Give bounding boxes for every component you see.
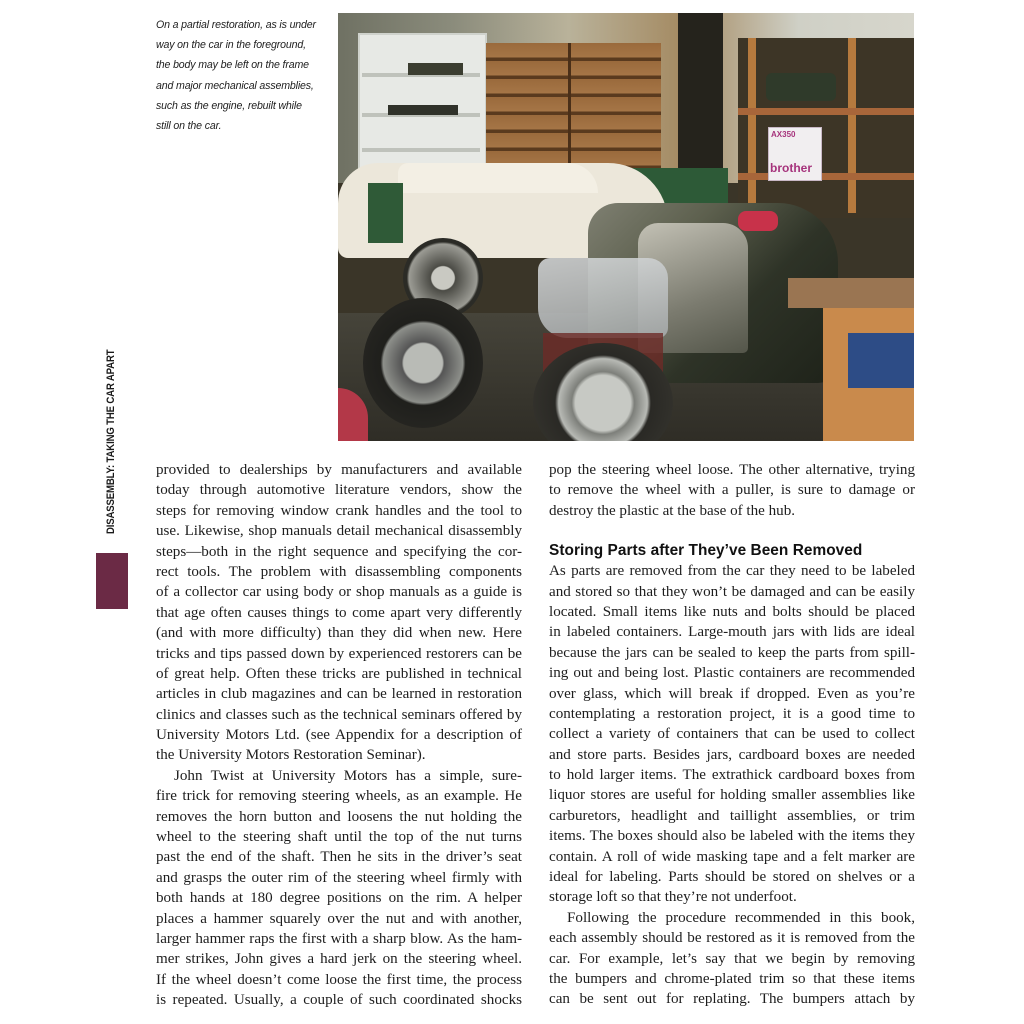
body-text-left-column — [156, 460, 522, 1011]
text-line: ing out and being lost. Plastic containers are recommended — [549, 665, 915, 682]
text-line: rect tools. The problem with disassembling components — [156, 563, 522, 580]
text-line: each assembly should be restored as it is removed from the — [549, 930, 915, 947]
text-line: can be sent out for replating. The bumpers attach by — [549, 991, 915, 1008]
text-line: car. For example, let’s say that we begin by removing — [549, 950, 915, 967]
text-line: provided to dealerships by manufacturers and available — [156, 462, 522, 478]
photo-caption — [156, 15, 336, 136]
brother-box-label: brother — [770, 161, 812, 175]
text-line: removes the horn button and loosens the nut holding the — [156, 808, 522, 825]
text-line: ideal for labeling. Parts should be stored on shelves or a — [549, 869, 915, 886]
text-line: the University Motors Restoration Seminar). — [156, 747, 426, 764]
text-line: steps—both in the right sequence and specifying the cor- — [156, 543, 522, 560]
section-label-text: DISASSEMBLY: TAKING THE CAR APART — [105, 349, 117, 534]
text-line: places a hammer squarely over the nut and with another, — [156, 910, 522, 927]
right-column-body — [549, 561, 915, 1010]
text-line: past the end of the shaft. Then he sits in the driver’s seat — [156, 849, 522, 866]
text-line: to hold larger items. The extrathick cardboard boxes from — [549, 767, 915, 784]
body-text-right-column — [549, 460, 915, 1010]
text-line: to remove the wheel with a puller, is sure to damage or — [549, 482, 915, 499]
text-line: the bumpers and chrome-plated trim so that these items — [549, 970, 915, 987]
text-line: because the jars can be sealed to keep the parts from spill- — [549, 644, 915, 661]
text-line: contemplating a restoration project, it is a good time to — [549, 705, 915, 722]
text-line: use. Likewise, shop manuals detail mechanical disassembly — [156, 523, 522, 540]
text-line: today through automotive literature vendors, show the — [156, 482, 522, 499]
text-line: items. The boxes should also be labeled with the items they — [549, 828, 915, 845]
text-line: clinics and classes such as the technical seminars offered by — [156, 706, 522, 723]
text-line: liquor stores are useful for holding smaller assemblies like — [549, 787, 915, 804]
text-line: storage loft so that they’re not underfoot. — [549, 889, 797, 906]
text-line: destroy the plastic at the base of the hub. — [549, 502, 796, 519]
text-line: and grasps the outer rim of the steering wheel firmly with — [156, 869, 522, 886]
right-column-intro — [549, 460, 915, 521]
text-line: steps for removing window crank handles and the tool to — [156, 502, 522, 519]
text-line: over glass, which will break if dropped. Even as you’re — [549, 685, 915, 702]
caption-line: On a partial restoration, as is under — [156, 19, 316, 31]
text-line: (and with more difficulty) than they did when new. Here — [156, 625, 522, 642]
text-line: tricks and tips passed down by experienced restorers can be — [156, 645, 522, 662]
section-heading: Storing Parts after They’ve Been Removed — [549, 542, 863, 560]
text-line: is repeated. Usually, a couple of such coordinated shocks — [156, 992, 522, 1009]
text-line: that age often causes things to come apart very differently — [156, 604, 522, 621]
caption-line: and major mechanical assemblies, — [156, 79, 314, 92]
section-tab-marker — [96, 553, 128, 609]
text-line: John Twist at University Motors has a simple, sure- — [174, 767, 522, 784]
brother-box-model: AX350 — [771, 130, 796, 139]
text-line: of a collector car using body or shop manuals as a guide is — [156, 584, 522, 601]
text-line: mer strikes, John gives a hard jerk on the steering wheel. — [156, 951, 522, 968]
text-line: in labeled containers. Large-mouth jars with lids are ideal — [549, 624, 915, 641]
text-line: located. Small items like nuts and bolts should be placed — [549, 603, 915, 620]
text-line: fire trick for removing steering wheels, as an example. He — [156, 788, 522, 805]
text-line: larger hammer raps the first with a sharp blow. As the ham- — [156, 930, 522, 947]
text-line: both hands at 180 degree positions on the rim. A helper — [156, 890, 522, 907]
text-line: pop the steering wheel loose. The other alternative, trying — [549, 462, 915, 478]
text-line: Following the procedure recommended in this book, — [567, 909, 915, 926]
text-line: carburetors, headlight and taillight assemblies, or trim — [549, 807, 915, 824]
text-line: If the wheel doesn’t come loose the first time, the process — [156, 971, 522, 988]
text-line: of great help. Often these tricks are published in technical — [156, 665, 522, 682]
text-line: articles in club magazines and can be learned in restoration — [156, 686, 522, 703]
text-line: As parts are removed from the car they need to be labeled — [549, 563, 915, 580]
caption-line: still on the car. — [156, 120, 222, 133]
workshop-photo — [338, 13, 914, 441]
text-line: and store parts. Besides jars, cardboard boxes are needed — [549, 746, 915, 763]
caption-line: way on the car in the foreground, — [156, 39, 306, 52]
text-line: collect a variety of containers that can be used to collect — [549, 726, 915, 743]
text-line: University Motors Ltd. (see Appendix for a description of — [156, 727, 522, 744]
text-line: wheel to the steering shaft until the top of the nut turns — [156, 829, 522, 846]
caption-line: such as the engine, rebuilt while — [156, 99, 302, 112]
text-line: and stored so that they won’t be damaged and can be easily — [549, 583, 915, 600]
caption-line: the body may be left on the frame — [156, 59, 309, 72]
text-line: contain. A roll of wide masking tape and a felt marker are — [549, 848, 915, 865]
